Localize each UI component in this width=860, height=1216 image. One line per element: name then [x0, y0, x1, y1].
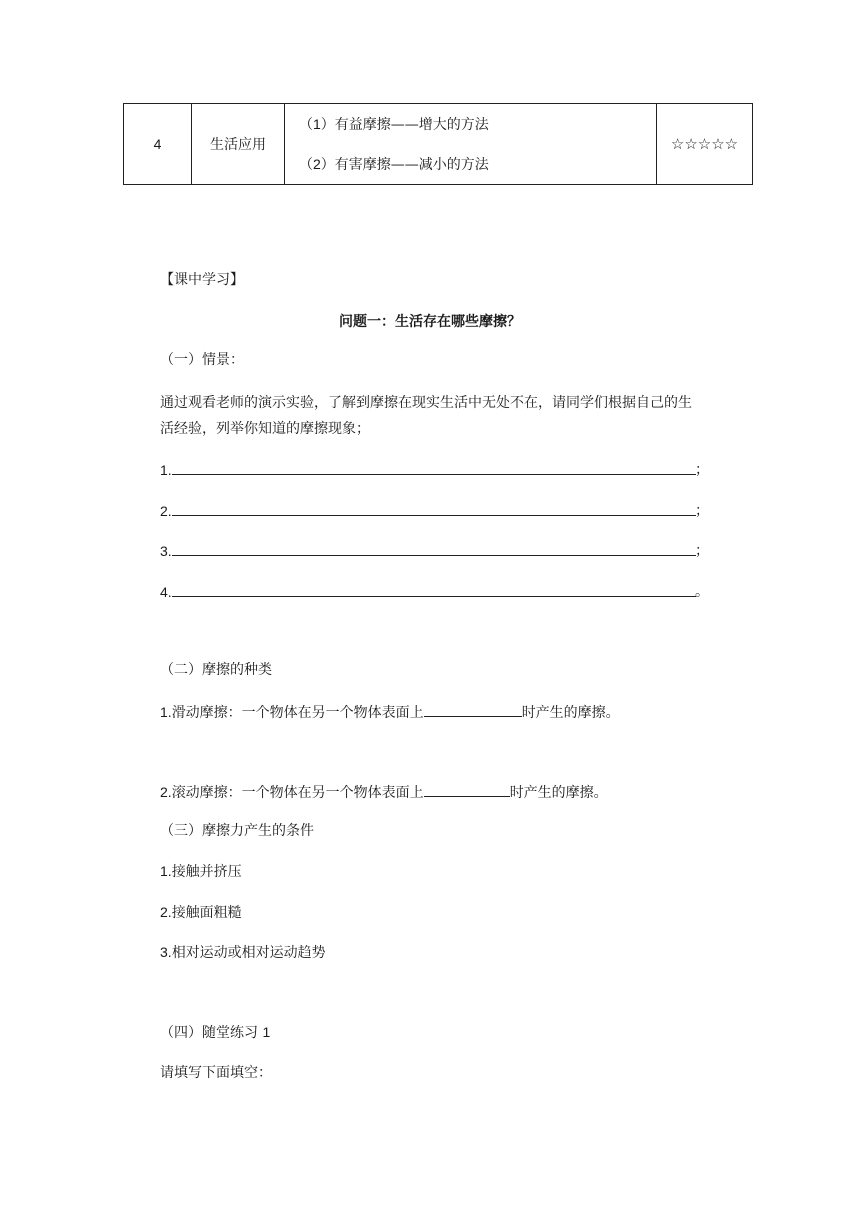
part2-heading: （二）摩擦的种类 — [160, 662, 272, 678]
item-text: 相对运动或相对运动趋势 — [171, 945, 326, 961]
blank-number-2: 2. — [160, 503, 172, 519]
item-number: 3. — [160, 944, 172, 960]
objectives-table — [123, 103, 753, 185]
row-name: 生活应用 — [192, 104, 285, 185]
item-number: 2. — [160, 904, 172, 920]
item-text: 接触并挤压 — [171, 864, 242, 880]
part1-intro-line2: 活经验，列举你知道的摩擦现象； — [160, 421, 370, 437]
rolling-answer-blank[interactable] — [424, 781, 510, 797]
part1-intro-line1: 通过观看老师的演示实验，了解到摩擦在现实生活中无处不在，请同学们根据自己的生 — [160, 395, 692, 411]
blank-number-3: 3. — [160, 543, 172, 559]
item-number: 1. — [160, 704, 172, 720]
blank-number-4: 4. — [160, 584, 172, 600]
row-content — [285, 104, 657, 185]
item-prefix: 滑动摩擦：一个物体在另一个物体表面上 — [171, 705, 424, 721]
blank-end-2: ； — [695, 503, 709, 519]
part4-instruction: 请填写下面填空： — [160, 1065, 272, 1081]
blank-end-4: 。 — [695, 584, 709, 600]
content-item-text: 有害摩擦——减小的方法 — [334, 157, 489, 173]
condition-item-3 — [160, 942, 326, 963]
item-number: 2. — [160, 784, 172, 800]
part1-heading: （一）情景： — [160, 352, 244, 368]
part4-heading — [160, 1022, 270, 1043]
item-number: 1. — [160, 863, 172, 879]
content-item-number: （1） — [299, 116, 335, 132]
row-number: 4 — [124, 104, 192, 185]
answer-blank-1[interactable] — [172, 474, 696, 475]
question-title: 问题一：生活存在哪些摩擦？ — [339, 314, 521, 330]
answer-blank-2[interactable] — [172, 515, 696, 516]
content-item-text: 有益摩擦——增大的方法 — [334, 117, 489, 133]
rolling-friction-item — [160, 781, 608, 803]
item-prefix: 滚动摩擦：一个物体在另一个物体表面上 — [171, 785, 424, 801]
table-row — [124, 104, 753, 185]
section-title: 【课中学习】 — [160, 272, 244, 288]
content-item-number: （2） — [299, 156, 335, 172]
item-suffix: 时产生的摩擦。 — [509, 785, 608, 801]
sliding-answer-blank[interactable] — [424, 701, 522, 717]
answer-blank-4[interactable] — [172, 596, 696, 597]
rating-stars: ☆☆☆☆☆ — [657, 104, 753, 185]
blank-end-1: ； — [695, 462, 709, 478]
condition-item-1 — [160, 861, 242, 882]
condition-item-2 — [160, 902, 242, 923]
content-item-1 — [299, 104, 656, 144]
part4-heading-number: 1 — [262, 1024, 271, 1040]
sliding-friction-item — [160, 701, 620, 723]
content-item-2 — [299, 144, 656, 184]
answer-blank-3[interactable] — [172, 555, 696, 556]
blank-number-1: 1. — [160, 462, 172, 478]
part4-heading-text: （四）随堂练习 — [160, 1025, 258, 1041]
part3-heading: （三）摩擦力产生的条件 — [160, 823, 314, 839]
blank-end-3: ； — [695, 543, 709, 559]
item-text: 接触面粗糙 — [171, 905, 242, 921]
item-suffix: 时产生的摩擦。 — [521, 705, 620, 721]
